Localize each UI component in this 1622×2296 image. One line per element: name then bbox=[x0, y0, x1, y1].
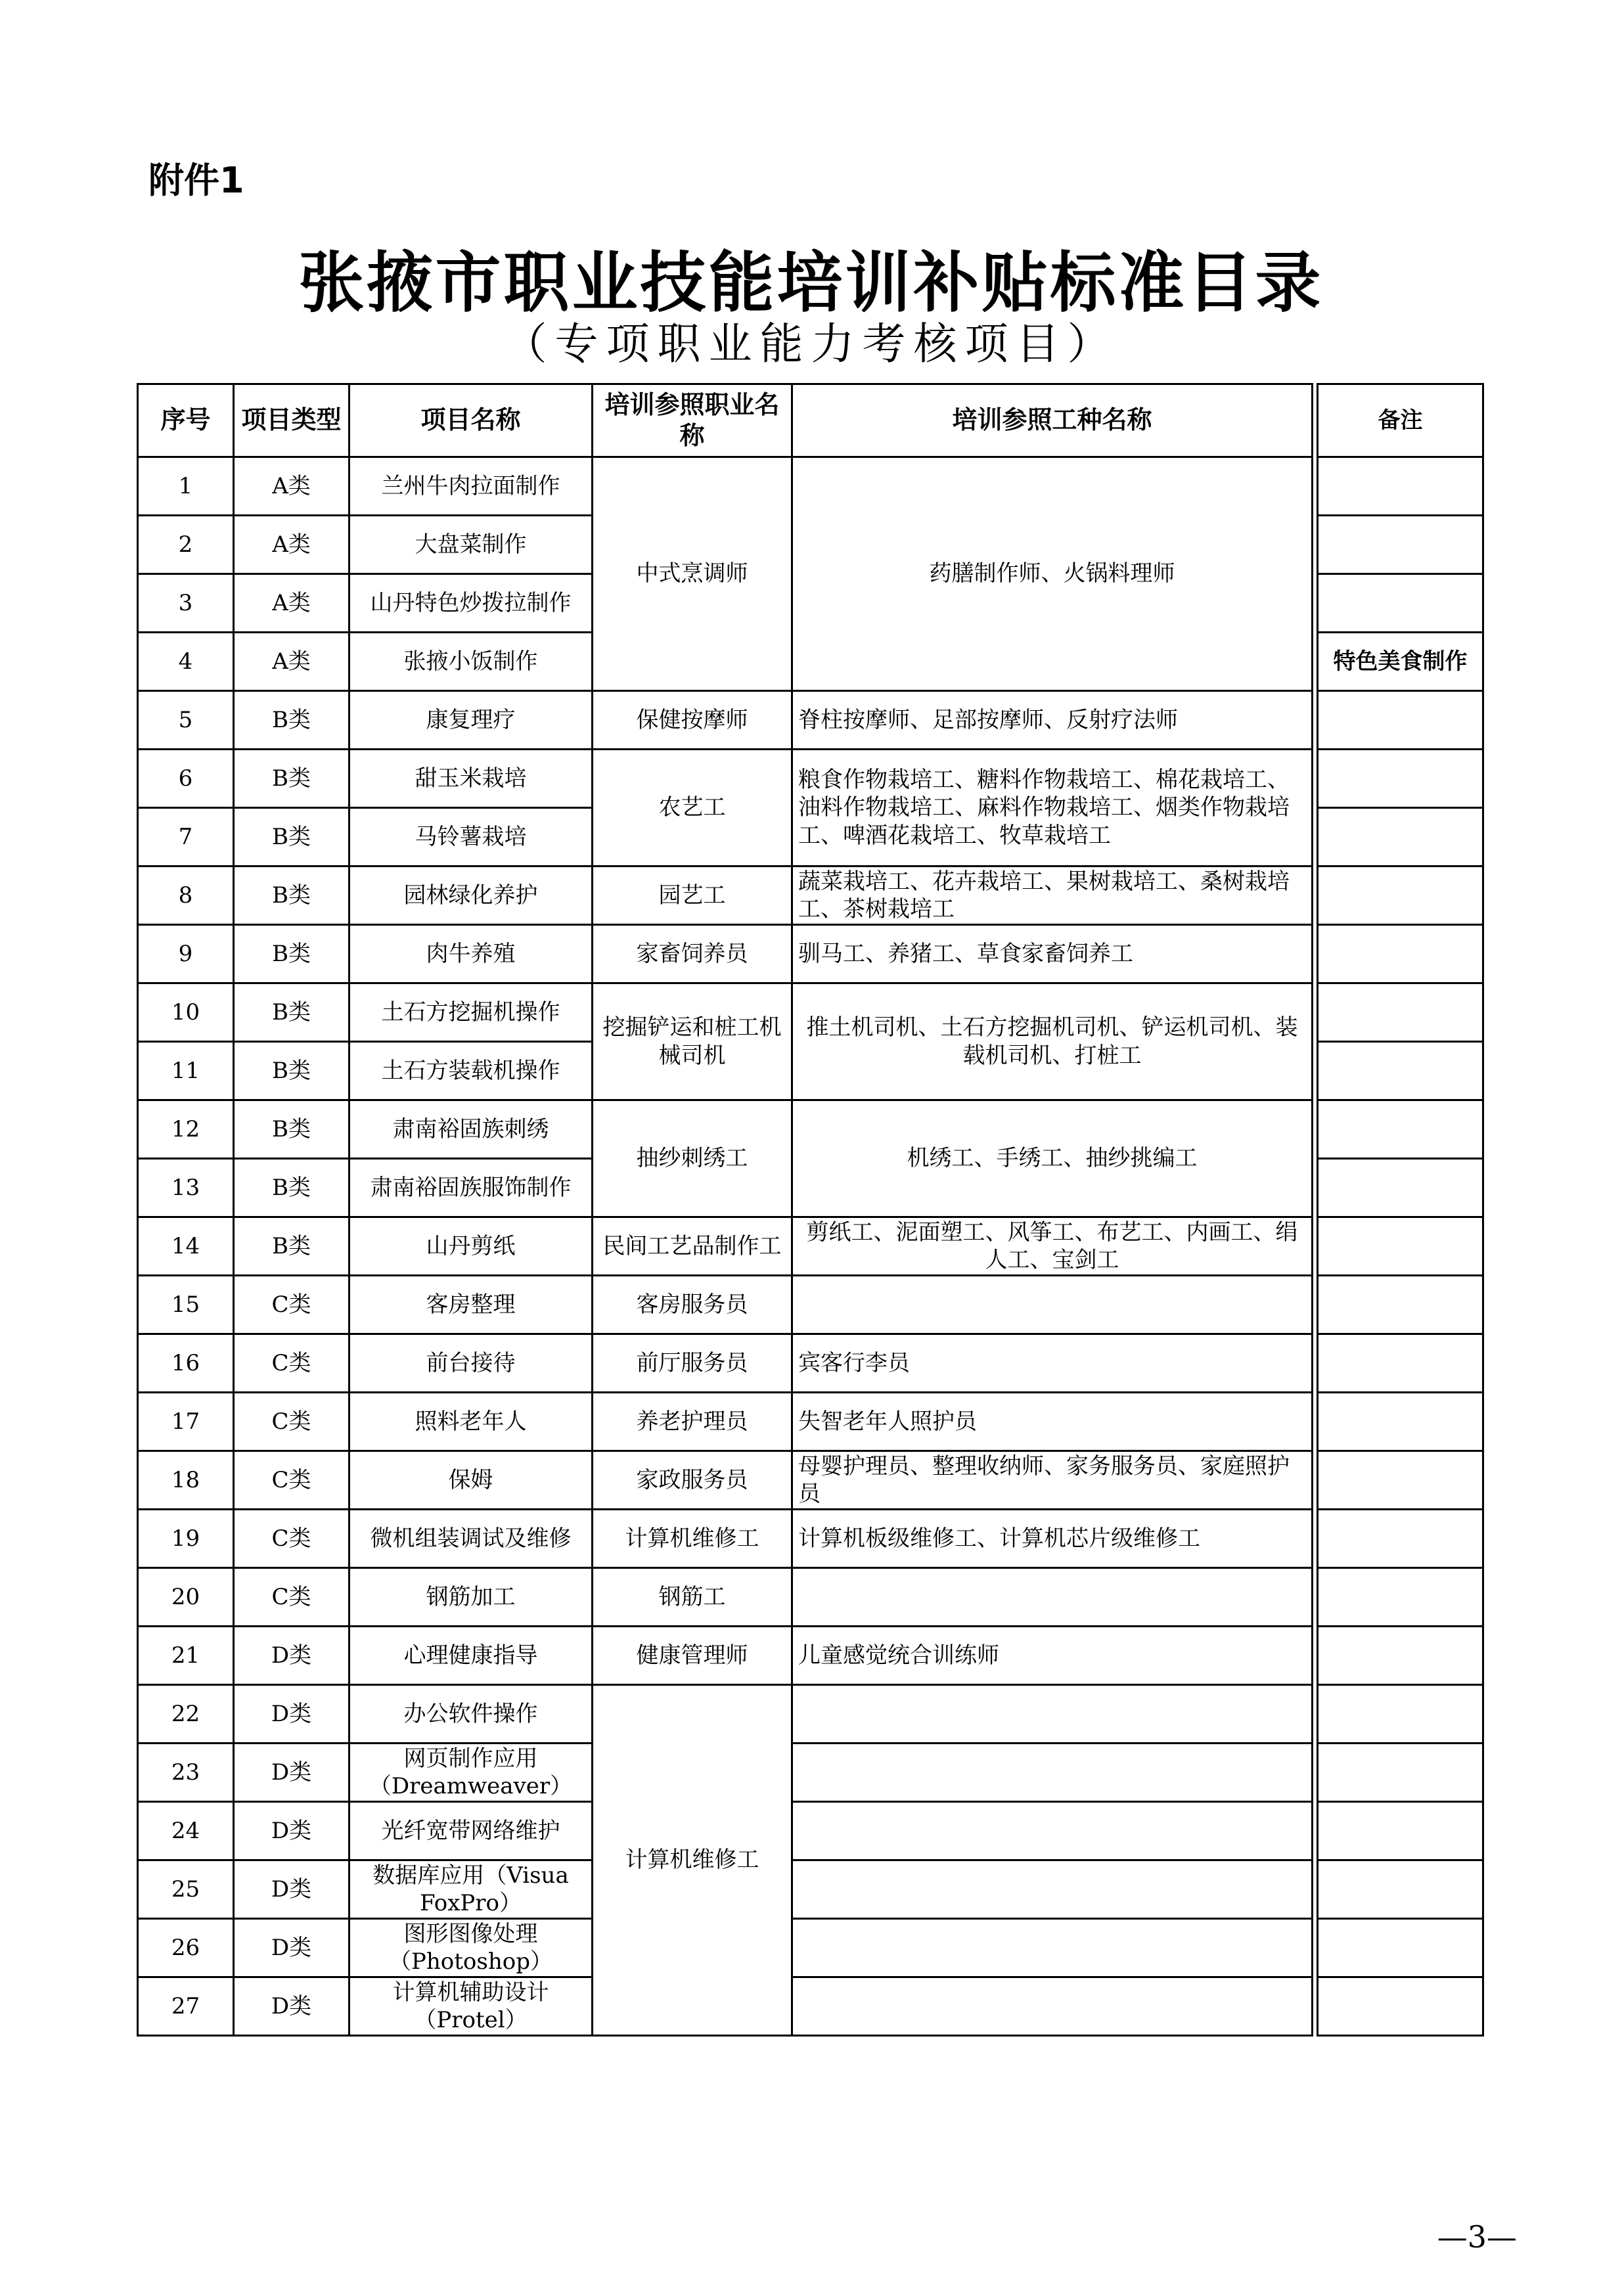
row-no: 18 bbox=[138, 1451, 234, 1510]
row-no: 1 bbox=[138, 457, 234, 516]
row-type: B类 bbox=[234, 1100, 349, 1159]
row-remark bbox=[1318, 1334, 1483, 1393]
row-occupation: 养老护理员 bbox=[593, 1393, 792, 1451]
row-remark bbox=[1318, 1919, 1483, 1977]
column-gap bbox=[1313, 1334, 1318, 1393]
row-work-types: 驯马工、养猪工、草食家畜饲养工 bbox=[792, 925, 1313, 983]
row-no: 2 bbox=[138, 516, 234, 574]
page-title: 张掖市职业技能培训补贴标准目录 bbox=[298, 244, 1324, 321]
row-type: B类 bbox=[234, 983, 349, 1042]
row-remark bbox=[1318, 750, 1483, 808]
column-gap bbox=[1313, 1100, 1318, 1159]
column-gap bbox=[1313, 983, 1318, 1042]
column-gap bbox=[1313, 384, 1318, 457]
table-row bbox=[138, 1802, 1483, 1860]
row-no: 22 bbox=[138, 1685, 234, 1744]
row-work-types: 药膳制作师、火锅料理师 bbox=[792, 457, 1313, 691]
header-type: 项目类型 bbox=[234, 384, 349, 457]
row-type: B类 bbox=[234, 750, 349, 808]
row-remark bbox=[1318, 1977, 1483, 2036]
row-no: 20 bbox=[138, 1568, 234, 1627]
column-gap bbox=[1313, 1510, 1318, 1568]
row-occupation: 农艺工 bbox=[593, 750, 792, 867]
row-occupation: 钢筋工 bbox=[593, 1568, 792, 1627]
column-gap bbox=[1313, 1451, 1318, 1510]
row-occupation: 计算机维修工 bbox=[593, 1685, 792, 2036]
row-no: 13 bbox=[138, 1159, 234, 1217]
row-type: C类 bbox=[234, 1334, 349, 1393]
column-gap bbox=[1313, 867, 1318, 925]
row-no: 27 bbox=[138, 1977, 234, 2036]
row-type: B类 bbox=[234, 808, 349, 867]
row-name: 保姆 bbox=[349, 1451, 593, 1510]
table-row bbox=[138, 1919, 1483, 1977]
column-gap bbox=[1313, 925, 1318, 983]
row-remark bbox=[1318, 1685, 1483, 1744]
row-name: 数据库应用（Visua FoxPro） bbox=[349, 1860, 593, 1919]
row-name: 马铃薯栽培 bbox=[349, 808, 593, 867]
row-name: 肃南裕固族刺绣 bbox=[349, 1100, 593, 1159]
row-work-types bbox=[792, 1276, 1313, 1334]
row-work-types bbox=[792, 1744, 1313, 1802]
row-remark bbox=[1318, 867, 1483, 925]
row-name: 大盘菜制作 bbox=[349, 516, 593, 574]
row-work-types bbox=[792, 1802, 1313, 1860]
row-no: 11 bbox=[138, 1042, 234, 1100]
row-no: 6 bbox=[138, 750, 234, 808]
header-name: 项目名称 bbox=[349, 384, 593, 457]
column-gap bbox=[1313, 691, 1318, 750]
column-gap bbox=[1313, 1860, 1318, 1919]
row-work-types: 失智老年人照护员 bbox=[792, 1393, 1313, 1451]
row-work-types: 脊柱按摩师、足部按摩师、反射疗法师 bbox=[792, 691, 1313, 750]
table-row bbox=[138, 1860, 1483, 1919]
row-name: 前台接待 bbox=[349, 1334, 593, 1393]
row-remark bbox=[1318, 1744, 1483, 1802]
row-no: 15 bbox=[138, 1276, 234, 1334]
row-type: D类 bbox=[234, 1860, 349, 1919]
header-no: 序号 bbox=[138, 384, 234, 457]
row-no: 14 bbox=[138, 1217, 234, 1276]
table-row bbox=[138, 1627, 1483, 1685]
row-type: A类 bbox=[234, 457, 349, 516]
row-type: B类 bbox=[234, 691, 349, 750]
row-name: 光纤宽带网络维护 bbox=[349, 1802, 593, 1860]
row-remark bbox=[1318, 1217, 1483, 1276]
page-number: —3— bbox=[1437, 2219, 1517, 2255]
row-occupation: 民间工艺品制作工 bbox=[593, 1217, 792, 1276]
row-type: A类 bbox=[234, 516, 349, 574]
row-type: D类 bbox=[234, 1627, 349, 1685]
row-occupation: 健康管理师 bbox=[593, 1627, 792, 1685]
row-no: 7 bbox=[138, 808, 234, 867]
row-no: 23 bbox=[138, 1744, 234, 1802]
row-name: 肃南裕固族服饰制作 bbox=[349, 1159, 593, 1217]
row-work-types bbox=[792, 1977, 1313, 2036]
row-no: 4 bbox=[138, 633, 234, 691]
row-name: 山丹特色炒拨拉制作 bbox=[349, 574, 593, 633]
row-type: D类 bbox=[234, 1977, 349, 2036]
row-name: 心理健康指导 bbox=[349, 1627, 593, 1685]
row-type: D类 bbox=[234, 1685, 349, 1744]
column-gap bbox=[1313, 1977, 1318, 2036]
row-type: C类 bbox=[234, 1276, 349, 1334]
row-remark bbox=[1318, 1042, 1483, 1100]
row-work-types: 儿童感觉统合训练师 bbox=[792, 1627, 1313, 1685]
row-name: 照料老年人 bbox=[349, 1393, 593, 1451]
header-work-types: 培训参照工种名称 bbox=[792, 384, 1313, 457]
header-remark: 备注 bbox=[1318, 384, 1483, 457]
row-no: 26 bbox=[138, 1919, 234, 1977]
table-row bbox=[138, 457, 1483, 516]
table-row bbox=[138, 867, 1483, 925]
row-no: 3 bbox=[138, 574, 234, 633]
table-header-row bbox=[138, 384, 1483, 457]
row-occupation: 抽纱刺绣工 bbox=[593, 1100, 792, 1217]
row-occupation: 挖掘铲运和桩工机械司机 bbox=[593, 983, 792, 1100]
row-no: 9 bbox=[138, 925, 234, 983]
row-no: 19 bbox=[138, 1510, 234, 1568]
row-type: D类 bbox=[234, 1744, 349, 1802]
row-remark bbox=[1318, 1568, 1483, 1627]
column-gap bbox=[1313, 1217, 1318, 1276]
row-no: 24 bbox=[138, 1802, 234, 1860]
row-work-types: 宾客行李员 bbox=[792, 1334, 1313, 1393]
row-remark bbox=[1318, 1100, 1483, 1159]
column-gap bbox=[1313, 1276, 1318, 1334]
column-gap bbox=[1313, 1685, 1318, 1744]
table-row bbox=[138, 1977, 1483, 2036]
row-name: 土石方装载机操作 bbox=[349, 1042, 593, 1100]
row-type: D类 bbox=[234, 1919, 349, 1977]
row-work-types: 机绣工、手绣工、抽纱挑编工 bbox=[792, 1100, 1313, 1217]
row-type: B类 bbox=[234, 925, 349, 983]
row-occupation: 家政服务员 bbox=[593, 1451, 792, 1510]
row-name: 办公软件操作 bbox=[349, 1685, 593, 1744]
row-name: 计算机辅助设计（Protel） bbox=[349, 1977, 593, 2036]
table-row bbox=[138, 1510, 1483, 1568]
row-name: 张掖小饭制作 bbox=[349, 633, 593, 691]
column-gap bbox=[1313, 750, 1318, 808]
row-work-types: 剪纸工、泥面塑工、风筝工、布艺工、内画工、绢人工、宝剑工 bbox=[792, 1217, 1313, 1276]
row-no: 25 bbox=[138, 1860, 234, 1919]
row-type: A类 bbox=[234, 574, 349, 633]
row-work-types bbox=[792, 1919, 1313, 1977]
table-row bbox=[138, 1217, 1483, 1276]
row-name: 甜玉米栽培 bbox=[349, 750, 593, 808]
table-row bbox=[138, 925, 1483, 983]
row-occupation: 客房服务员 bbox=[593, 1276, 792, 1334]
row-name: 图形图像处理（Photoshop） bbox=[349, 1919, 593, 1977]
row-no: 21 bbox=[138, 1627, 234, 1685]
row-work-types: 母婴护理员、整理收纳师、家务服务员、家庭照护员 bbox=[792, 1451, 1313, 1510]
table-row bbox=[138, 1685, 1483, 1744]
column-gap bbox=[1313, 1568, 1318, 1627]
row-type: D类 bbox=[234, 1802, 349, 1860]
column-gap bbox=[1313, 1802, 1318, 1860]
table-row bbox=[138, 983, 1483, 1042]
row-type: B类 bbox=[234, 1217, 349, 1276]
column-gap bbox=[1313, 1919, 1318, 1977]
row-work-types: 计算机板级维修工、计算机芯片级维修工 bbox=[792, 1510, 1313, 1568]
row-remark bbox=[1318, 925, 1483, 983]
row-name: 客房整理 bbox=[349, 1276, 593, 1334]
row-remark bbox=[1318, 1393, 1483, 1451]
table-row bbox=[138, 691, 1483, 750]
subsidy-table bbox=[137, 383, 1484, 2037]
table-row bbox=[138, 1744, 1483, 1802]
table-row bbox=[138, 1393, 1483, 1451]
row-type: B类 bbox=[234, 1159, 349, 1217]
table-row bbox=[138, 1451, 1483, 1510]
table-row bbox=[138, 1334, 1483, 1393]
row-type: C类 bbox=[234, 1568, 349, 1627]
row-occupation: 中式烹调师 bbox=[593, 457, 792, 691]
row-type: A类 bbox=[234, 633, 349, 691]
row-work-types: 蔬菜栽培工、花卉栽培工、果树栽培工、桑树栽培工、茶树栽培工 bbox=[792, 867, 1313, 925]
row-name: 微机组装调试及维修 bbox=[349, 1510, 593, 1568]
row-name: 土石方挖掘机操作 bbox=[349, 983, 593, 1042]
row-occupation: 家畜饲养员 bbox=[593, 925, 792, 983]
column-gap bbox=[1313, 516, 1318, 574]
row-remark bbox=[1318, 1802, 1483, 1860]
row-no: 5 bbox=[138, 691, 234, 750]
row-occupation: 园艺工 bbox=[593, 867, 792, 925]
column-gap bbox=[1313, 633, 1318, 691]
row-remark bbox=[1318, 1451, 1483, 1510]
row-no: 8 bbox=[138, 867, 234, 925]
row-name: 园林绿化养护 bbox=[349, 867, 593, 925]
row-name: 山丹剪纸 bbox=[349, 1217, 593, 1276]
row-name: 网页制作应用（Dreamweaver） bbox=[349, 1744, 593, 1802]
column-gap bbox=[1313, 1627, 1318, 1685]
row-remark bbox=[1318, 1627, 1483, 1685]
row-type: C类 bbox=[234, 1451, 349, 1510]
row-work-types bbox=[792, 1860, 1313, 1919]
row-name: 肉牛养殖 bbox=[349, 925, 593, 983]
row-remark bbox=[1318, 1510, 1483, 1568]
row-no: 12 bbox=[138, 1100, 234, 1159]
row-type: B类 bbox=[234, 1042, 349, 1100]
table-row bbox=[138, 1568, 1483, 1627]
row-work-types bbox=[792, 1568, 1313, 1627]
row-remark bbox=[1318, 516, 1483, 574]
row-work-types bbox=[792, 1685, 1313, 1744]
row-occupation: 保健按摩师 bbox=[593, 691, 792, 750]
page-subtitle: （专项职业能力考核项目） bbox=[503, 319, 1119, 369]
column-gap bbox=[1313, 1042, 1318, 1100]
row-remark bbox=[1318, 1159, 1483, 1217]
row-work-types: 粮食作物栽培工、糖料作物栽培工、棉花栽培工、油料作物栽培工、麻料作物栽培工、烟类作物栽培工、啤酒花栽培工、牧草栽培工 bbox=[792, 750, 1313, 867]
row-no: 10 bbox=[138, 983, 234, 1042]
row-occupation: 前厅服务员 bbox=[593, 1334, 792, 1393]
row-type: B类 bbox=[234, 867, 349, 925]
table-row bbox=[138, 1276, 1483, 1334]
row-remark bbox=[1318, 691, 1483, 750]
row-name: 兰州牛肉拉面制作 bbox=[349, 457, 593, 516]
column-gap bbox=[1313, 457, 1318, 516]
row-remark bbox=[1318, 808, 1483, 867]
row-type: C类 bbox=[234, 1393, 349, 1451]
row-remark bbox=[1318, 1860, 1483, 1919]
column-gap bbox=[1313, 1744, 1318, 1802]
row-no: 16 bbox=[138, 1334, 234, 1393]
column-gap bbox=[1313, 1159, 1318, 1217]
row-work-types: 推土机司机、土石方挖掘机司机、铲运机司机、装载机司机、打桩工 bbox=[792, 983, 1313, 1100]
row-type: C类 bbox=[234, 1510, 349, 1568]
row-remark: 特色美食制作 bbox=[1318, 633, 1483, 691]
row-no: 17 bbox=[138, 1393, 234, 1451]
row-remark bbox=[1318, 983, 1483, 1042]
table-row bbox=[138, 1100, 1483, 1159]
row-remark bbox=[1318, 574, 1483, 633]
row-name: 钢筋加工 bbox=[349, 1568, 593, 1627]
table-row bbox=[138, 750, 1483, 808]
header-occupation: 培训参照职业名称 bbox=[593, 384, 792, 457]
attachment-label: 附件1 bbox=[148, 160, 244, 201]
column-gap bbox=[1313, 1393, 1318, 1451]
row-remark bbox=[1318, 457, 1483, 516]
row-name: 康复理疗 bbox=[349, 691, 593, 750]
column-gap bbox=[1313, 574, 1318, 633]
row-occupation: 计算机维修工 bbox=[593, 1510, 792, 1568]
row-remark bbox=[1318, 1276, 1483, 1334]
column-gap bbox=[1313, 808, 1318, 867]
